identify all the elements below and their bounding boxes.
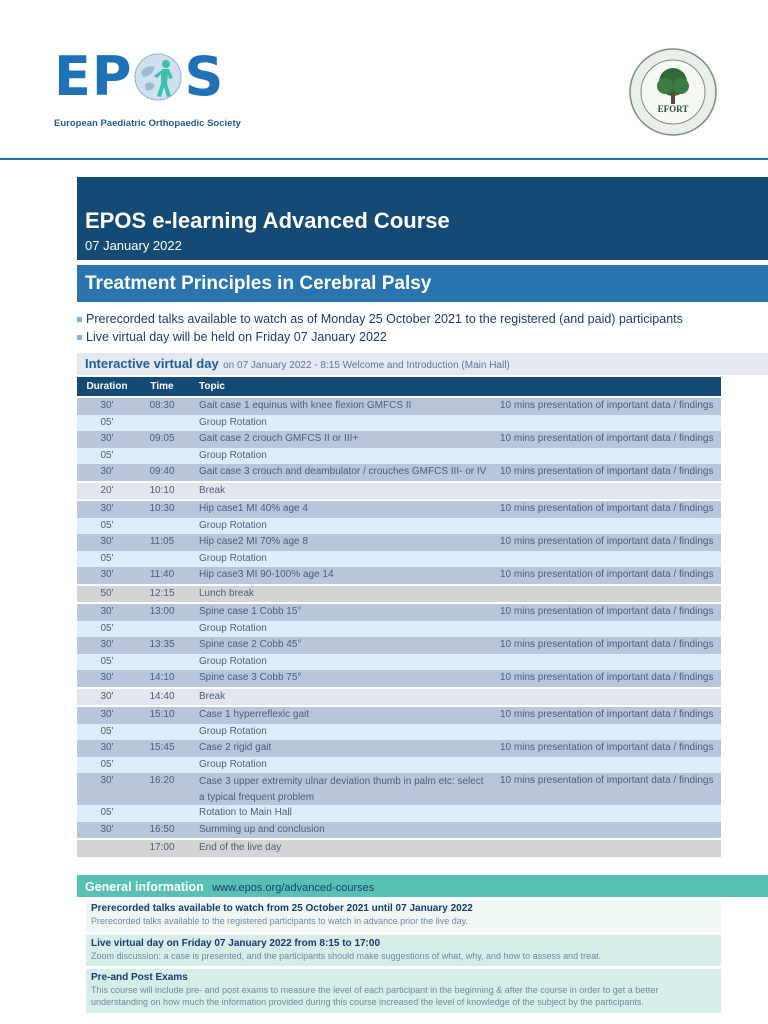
logo-text-right: S — [184, 45, 225, 108]
cell-time: 11:40 — [149, 569, 175, 580]
cell-duration: 05' — [100, 655, 114, 667]
cell-time: 13:00 — [149, 606, 175, 617]
info-text: This course will include pre- and post exams to measure the level of each participant in the beginning & after the course in order to get a better understanding on how much the information provided during this course increased the level of knowledge of the subject by the participants. — [91, 985, 659, 1007]
cell-duration: 30' — [100, 400, 114, 411]
schedule-table — [77, 377, 721, 857]
cell-time: 14:40 — [149, 690, 175, 702]
cell-topic: Spine case 3 Cobb 75° — [199, 672, 302, 683]
table-row — [77, 448, 721, 465]
header-duration: Duration — [86, 381, 128, 392]
cell-topic: Hip case1 MI 40% age 4 — [199, 503, 308, 514]
cell-topic: Case 3 upper extremity ulnar deviation thumb in palm etc: select a typical frequent problem — [199, 776, 484, 803]
table-row — [77, 689, 721, 706]
cell-time: 10:30 — [149, 503, 175, 514]
efort-seal-icon — [629, 48, 717, 136]
cell-topic: Rotation to Main Hall — [199, 807, 292, 818]
cell-duration: 50' — [100, 587, 114, 599]
bullet-item: Prerecorded talks available to watch as of Monday 25 October 2021 to the registered (and paid) participants — [77, 310, 768, 328]
table-row — [77, 567, 721, 584]
course-subtitle-band — [77, 265, 768, 302]
info-text: Zoom discussion: a case is presented, and the participants should make suggestions of what, why, and how to assess and treat. — [91, 951, 602, 961]
cell-topic: Summing up and conclusion — [199, 823, 325, 835]
cell-topic: Group Rotation — [199, 519, 267, 531]
interactive-day-label: Interactive virtual day — [85, 356, 219, 371]
cell-topic: Spine case 2 Cobb 45° — [199, 639, 302, 650]
cell-time: 17:00 — [149, 842, 175, 853]
cell-duration: 30' — [100, 775, 114, 786]
table-row — [77, 724, 721, 741]
table-row — [77, 604, 721, 621]
table-row — [77, 822, 721, 839]
table-row — [77, 621, 721, 638]
cell-time: 11:05 — [149, 536, 175, 547]
logo-text-left: EP — [54, 45, 133, 108]
cell-time: 09:05 — [149, 433, 175, 444]
table-row — [77, 464, 721, 481]
bullet-item: Live virtual day will be held on Friday 07 January 2022 — [77, 328, 768, 346]
header-time: Time — [150, 381, 174, 392]
info-block-exams — [86, 969, 721, 1013]
interactive-day-detail: on 07 January 2022 - 8:15 Welcome and Introduction (Main Hall) — [223, 360, 510, 371]
cell-topic: Group Rotation — [199, 758, 267, 770]
course-subtitle: Treatment Principles in Cerebral Palsy — [85, 273, 432, 294]
cell-duration: 30' — [100, 742, 114, 753]
cell-note: 10 mins presentation of important data / findings — [500, 400, 714, 411]
bullet-square-icon — [77, 317, 82, 322]
cell-duration: 30' — [100, 433, 114, 444]
cell-duration: 05' — [100, 758, 114, 770]
cell-duration: 05' — [100, 552, 114, 564]
cell-note: 10 mins presentation of important data / findings — [500, 536, 714, 547]
cell-duration: 05' — [100, 807, 114, 818]
cell-time: 15:45 — [149, 742, 175, 753]
cell-topic: Break — [199, 484, 226, 496]
general-info-link[interactable]: www.epos.org/advanced-courses — [212, 882, 375, 894]
cell-topic: Case 1 hyperreflexic gait — [199, 709, 310, 720]
cell-duration: 05' — [100, 449, 114, 461]
table-row — [77, 757, 721, 774]
cell-topic: Lunch break — [199, 587, 255, 599]
info-block-live-day — [86, 935, 721, 966]
cell-duration: 30' — [100, 503, 114, 514]
cell-topic: Spine case 1 Cobb 15° — [199, 606, 302, 617]
cell-time: 15:10 — [149, 709, 175, 720]
table-row — [77, 534, 721, 551]
cell-note: 10 mins presentation of important data / findings — [500, 672, 714, 683]
cell-duration: 30' — [100, 466, 114, 477]
table-row — [77, 654, 721, 671]
cell-note: 10 mins presentation of important data / findings — [500, 709, 714, 720]
cell-topic: Group Rotation — [199, 622, 267, 634]
cell-topic: Group Rotation — [199, 725, 267, 737]
cell-duration: 30' — [100, 823, 114, 835]
cell-note: 10 mins presentation of important data / findings — [500, 742, 714, 753]
cell-note: 10 mins presentation of important data / findings — [500, 775, 714, 786]
page-header — [0, 0, 768, 160]
info-text: Prerecorded talks available to the registered participants to watch in advance prior the live day. — [91, 916, 469, 926]
header-divider — [0, 158, 768, 160]
table-row — [77, 740, 721, 757]
cell-duration: 30' — [100, 672, 114, 683]
cell-topic: Gait case 3 crouch and deambulator / crouches GMFCS III- or IV — [199, 466, 487, 477]
course-title-band — [77, 177, 768, 260]
course-date: 07 January 2022 — [85, 238, 182, 253]
course-title: EPOS e-learning Advanced Course — [85, 208, 450, 233]
table-row — [77, 551, 721, 568]
cell-duration: 05' — [100, 416, 114, 428]
cell-duration: 30' — [100, 639, 114, 650]
table-row — [77, 398, 721, 415]
course-bullets — [77, 310, 768, 346]
cell-duration: 20' — [100, 484, 114, 496]
table-row — [77, 501, 721, 518]
cell-note: 10 mins presentation of important data / findings — [500, 433, 714, 444]
cell-duration: 30' — [100, 606, 114, 617]
info-block-prerecorded — [86, 900, 721, 932]
seal-text: EFORT — [657, 104, 689, 114]
info-heading: Live virtual day on Friday 07 January 2022 from 8:15 to 17:00 — [91, 938, 381, 949]
cell-note: 10 mins presentation of important data / findings — [500, 639, 714, 650]
cell-topic: Hip case3 MI 90-100% age 14 — [199, 569, 334, 580]
general-info-bar — [77, 875, 768, 897]
cell-duration: 30' — [100, 690, 114, 702]
bullet-square-icon — [77, 335, 82, 340]
society-name: European Paediatric Orthopaedic Society — [54, 118, 241, 129]
cell-duration: 05' — [100, 725, 114, 737]
cell-topic: Case 2 rigid gait — [199, 742, 272, 753]
cell-topic: Break — [199, 690, 226, 702]
cell-note: 10 mins presentation of important data / findings — [500, 606, 714, 617]
interactive-day-bar — [77, 353, 768, 375]
cell-topic: Gait case 1 equinus with knee flexion GMFCS II — [199, 400, 412, 411]
cell-topic: End of the live day — [199, 842, 282, 853]
epos-logo — [54, 46, 224, 108]
info-heading: Pre-and Post Exams — [91, 972, 188, 983]
cell-time: 10:10 — [149, 484, 175, 496]
cell-duration: 30' — [100, 569, 114, 580]
cell-note: 10 mins presentation of important data / findings — [500, 466, 714, 477]
cell-time: 16:20 — [149, 775, 175, 786]
table-row — [77, 483, 721, 500]
table-row — [77, 518, 721, 535]
table-row — [77, 805, 721, 822]
cell-topic: Group Rotation — [199, 416, 267, 428]
table-row — [77, 431, 721, 448]
info-heading: Prerecorded talks available to watch from 25 October 2021 until 07 January 2022 — [91, 903, 473, 914]
table-row — [77, 415, 721, 432]
schedule-body — [77, 398, 721, 857]
cell-time: 16:50 — [149, 823, 175, 835]
cell-duration: 30' — [100, 709, 114, 720]
cell-time: 09:40 — [149, 466, 175, 477]
table-row — [77, 637, 721, 654]
cell-time: 12:15 — [149, 587, 175, 599]
table-row — [77, 707, 721, 724]
cell-topic: Group Rotation — [199, 552, 267, 564]
cell-time: 08:30 — [149, 400, 175, 411]
cell-topic: Hip case2 MI 70% age 8 — [199, 536, 308, 547]
cell-topic: Group Rotation — [199, 655, 267, 667]
cell-topic: Group Rotation — [199, 449, 267, 461]
schedule-header-row — [77, 377, 721, 396]
cell-duration: 05' — [100, 622, 114, 634]
cell-time: 13:35 — [149, 639, 175, 650]
globe-child-icon — [133, 52, 183, 102]
cell-note: 10 mins presentation of important data / findings — [500, 569, 714, 580]
table-row — [77, 586, 721, 603]
header-topic: Topic — [199, 381, 225, 392]
table-row — [77, 840, 721, 857]
cell-duration: 30' — [100, 536, 114, 547]
cell-topic: Gait case 2 crouch GMFCS II or III+ — [199, 433, 359, 444]
table-row — [77, 773, 721, 805]
cell-duration: 05' — [100, 519, 114, 531]
general-info-label: General information — [85, 880, 204, 894]
cell-note: 10 mins presentation of important data / findings — [500, 503, 714, 514]
cell-time: 14:10 — [149, 672, 175, 683]
table-row — [77, 670, 721, 687]
